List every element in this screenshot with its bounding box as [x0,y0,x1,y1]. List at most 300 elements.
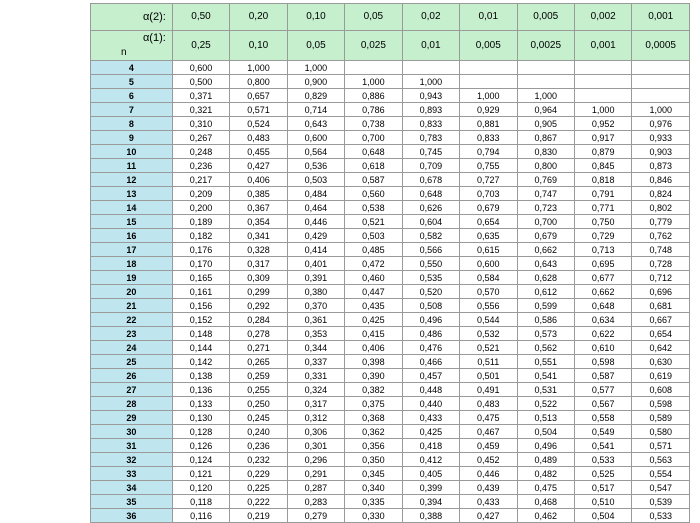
value-cell: 0,531 [517,383,574,397]
value-cell: 0,452 [460,453,517,467]
value-cell: 0,337 [287,355,344,369]
value-cell: 0,662 [574,285,631,299]
value-cell: 0,833 [402,117,459,131]
value-cell: 0,353 [287,327,344,341]
table-row [91,313,690,327]
alpha2-cell: 0,05 [345,4,402,31]
value-cell: 0,283 [287,495,344,509]
value-cell: 0,299 [230,285,287,299]
value-cell: 1,000 [574,103,631,117]
value-cell: 0,522 [517,397,574,411]
value-cell: 0,700 [345,131,402,145]
value-cell: 0,560 [345,187,402,201]
value-cell: 0,681 [632,299,690,313]
value-cell: 0,587 [345,173,402,187]
value-cell: 0,401 [287,257,344,271]
value-cell: 0,440 [402,397,459,411]
value-cell: 0,886 [345,89,402,103]
alpha1-cell: 0,025 [345,31,402,61]
n-label: n [121,47,127,58]
value-cell: 0,508 [402,299,459,313]
value-cell: 0,406 [230,173,287,187]
value-cell: 0,165 [172,271,229,285]
table-row [91,341,690,355]
n-cell: 27 [91,383,173,397]
value-cell: 0,427 [460,509,517,523]
table-row [91,355,690,369]
table-row [91,285,690,299]
value-cell: 0,547 [632,481,690,495]
value-cell: 0,317 [230,257,287,271]
value-cell: 1,000 [402,75,459,89]
value-cell: 0,643 [517,257,574,271]
value-cell: 0,900 [287,75,344,89]
value-cell: 0,677 [574,271,631,285]
value-cell: 0,610 [574,341,631,355]
value-cell: 0,723 [517,201,574,215]
value-cell: 0,570 [460,285,517,299]
value-cell: 0,429 [287,229,344,243]
value-cell: 0,544 [460,313,517,327]
value-cell: 0,771 [574,201,631,215]
value-cell: 0,356 [345,439,402,453]
value-cell: 0,604 [402,215,459,229]
value-cell: 0,599 [517,299,574,313]
n-cell: 19 [91,271,173,285]
value-cell: 0,124 [172,453,229,467]
n-cell: 28 [91,397,173,411]
value-cell: 0,467 [460,425,517,439]
value-cell: 0,748 [632,243,690,257]
value-cell: 0,818 [574,173,631,187]
alpha1-cell: 0,005 [460,31,517,61]
value-cell: 0,468 [517,495,574,509]
value-cell: 0,551 [517,355,574,369]
value-cell: 0,354 [230,215,287,229]
value-cell: 0,600 [287,131,344,145]
value-cell: 0,824 [632,187,690,201]
value-cell: 0,496 [517,439,574,453]
value-cell: 0,200 [172,201,229,215]
value-cell: 0,367 [230,201,287,215]
value-cell: 0,287 [287,481,344,495]
value-cell: 0,903 [632,145,690,159]
value-cell: 0,278 [230,327,287,341]
value-cell: 0,549 [574,425,631,439]
table-row [91,439,690,453]
value-cell [460,61,517,75]
critical-values-table [90,3,690,523]
value-cell: 0,489 [517,453,574,467]
n-cell: 21 [91,299,173,313]
n-cell: 25 [91,355,173,369]
alpha1-cell: 0,001 [574,31,631,61]
table-row [91,425,690,439]
value-cell: 0,762 [632,229,690,243]
value-cell: 0,598 [574,355,631,369]
value-cell: 0,558 [574,411,631,425]
value-cell: 0,802 [632,201,690,215]
value-cell: 0,362 [345,425,402,439]
value-cell: 0,118 [172,495,229,509]
value-cell: 0,700 [517,215,574,229]
table-row [91,299,690,313]
n-cell: 9 [91,131,173,145]
alpha2-cell: 0,01 [460,4,517,31]
n-cell: 33 [91,467,173,481]
table-row [91,131,690,145]
value-cell [574,61,631,75]
table-row [91,103,690,117]
value-cell: 0,240 [230,425,287,439]
value-cell: 0,491 [460,383,517,397]
alpha2-header-row [91,4,690,31]
value-cell: 1,000 [517,89,574,103]
n-cell: 35 [91,495,173,509]
table-row [91,201,690,215]
table-body [91,4,690,523]
value-cell: 0,728 [632,257,690,271]
value-cell: 0,324 [287,383,344,397]
value-cell: 0,554 [632,467,690,481]
table-row [91,89,690,103]
value-cell: 0,893 [402,103,459,117]
alpha1-label: α(1): [142,32,166,44]
value-cell: 0,391 [287,271,344,285]
value-cell: 0,618 [345,159,402,173]
value-cell: 0,679 [460,201,517,215]
value-cell: 0,535 [402,271,459,285]
value-cell: 0,368 [345,411,402,425]
value-cell [632,61,690,75]
table-row [91,383,690,397]
value-cell: 0,533 [632,509,690,523]
value-cell: 0,217 [172,173,229,187]
value-cell: 0,703 [460,187,517,201]
value-cell: 0,917 [574,131,631,145]
value-cell: 0,503 [345,229,402,243]
table-row [91,243,690,257]
n-cell: 29 [91,411,173,425]
value-cell: 0,133 [172,397,229,411]
value-cell: 0,521 [345,215,402,229]
value-cell: 0,312 [287,411,344,425]
value-cell: 0,250 [230,397,287,411]
value-cell: 0,587 [574,369,631,383]
value-cell: 0,427 [230,159,287,173]
value-cell: 0,457 [402,369,459,383]
value-cell: 0,475 [517,481,574,495]
value-cell: 0,345 [345,467,402,481]
table-row [91,397,690,411]
value-cell: 0,833 [460,131,517,145]
value-cell: 0,433 [402,411,459,425]
value-cell: 0,156 [172,299,229,313]
value-cell: 0,232 [230,453,287,467]
value-cell: 0,161 [172,285,229,299]
n-cell: 36 [91,509,173,523]
value-cell: 0,571 [632,439,690,453]
table-row [91,173,690,187]
value-cell: 0,330 [345,509,402,523]
value-cell: 0,541 [517,369,574,383]
value-cell: 0,642 [632,341,690,355]
value-cell: 0,144 [172,341,229,355]
value-cell [574,75,631,89]
value-cell: 0,712 [632,271,690,285]
value-cell: 0,667 [632,313,690,327]
value-cell: 0,121 [172,467,229,481]
value-cell: 0,643 [287,117,344,131]
value-cell: 0,475 [460,411,517,425]
value-cell: 0,510 [574,495,631,509]
value-cell: 0,729 [574,229,631,243]
value-cell: 0,279 [287,509,344,523]
table-row [91,453,690,467]
n-cell: 20 [91,285,173,299]
table-row [91,509,690,523]
n-cell: 32 [91,453,173,467]
value-cell: 0,873 [632,159,690,173]
value-cell [517,61,574,75]
value-cell [402,61,459,75]
value-cell: 0,634 [574,313,631,327]
value-cell: 0,846 [632,173,690,187]
value-cell: 0,567 [574,397,631,411]
n-cell: 24 [91,341,173,355]
value-cell: 0,116 [172,509,229,523]
value-cell: 0,459 [460,439,517,453]
value-cell: 0,783 [402,131,459,145]
value-cell: 0,521 [460,341,517,355]
value-cell: 0,291 [287,467,344,481]
value-cell: 0,829 [287,89,344,103]
table-row [91,369,690,383]
value-cell: 0,536 [287,159,344,173]
value-cell: 0,371 [172,89,229,103]
value-cell [574,89,631,103]
value-cell [460,75,517,89]
value-cell: 0,245 [230,411,287,425]
value-cell: 0,464 [287,201,344,215]
value-cell: 0,520 [402,285,459,299]
value-cell: 0,830 [517,145,574,159]
value-cell: 0,152 [172,313,229,327]
value-cell: 0,679 [517,229,574,243]
value-cell [517,75,574,89]
value-cell: 0,385 [230,187,287,201]
value-cell: 0,182 [172,229,229,243]
value-cell: 0,630 [632,355,690,369]
value-cell: 0,589 [632,411,690,425]
value-cell: 0,600 [460,257,517,271]
alpha1-cell: 0,25 [172,31,229,61]
value-cell: 0,696 [632,285,690,299]
value-cell: 0,317 [287,397,344,411]
value-cell: 0,439 [460,481,517,495]
value-cell: 0,148 [172,327,229,341]
value-cell: 0,976 [632,117,690,131]
value-cell: 0,580 [632,425,690,439]
value-cell: 0,500 [172,75,229,89]
table-row [91,145,690,159]
value-cell: 0,524 [230,117,287,131]
value-cell: 0,331 [287,369,344,383]
value-cell: 0,562 [517,341,574,355]
value-cell: 0,128 [172,425,229,439]
value-cell: 1,000 [632,103,690,117]
value-cell: 0,126 [172,439,229,453]
value-cell: 1,000 [287,61,344,75]
value-cell: 0,341 [230,229,287,243]
value-cell: 0,328 [230,243,287,257]
value-cell: 0,189 [172,215,229,229]
table-row [91,481,690,495]
value-cell: 0,619 [632,369,690,383]
value-cell: 0,881 [460,117,517,131]
corner-header-cell [91,31,173,61]
value-cell: 0,786 [345,103,402,117]
value-cell: 0,382 [345,383,402,397]
value-cell: 0,678 [402,173,459,187]
value-cell: 0,964 [517,103,574,117]
value-cell: 0,800 [517,159,574,173]
value-cell: 0,845 [574,159,631,173]
value-cell: 0,448 [402,383,459,397]
value-cell: 0,511 [460,355,517,369]
table-row [91,159,690,173]
value-cell: 0,414 [287,243,344,257]
alpha2-cell: 0,02 [402,4,459,31]
value-cell: 0,335 [345,495,402,509]
value-cell: 0,628 [517,271,574,285]
value-cell: 0,622 [574,327,631,341]
value-cell: 0,170 [172,257,229,271]
n-cell: 4 [91,61,173,75]
value-cell: 0,709 [402,159,459,173]
value-cell: 0,513 [517,411,574,425]
value-cell: 0,714 [287,103,344,117]
value-cell: 0,794 [460,145,517,159]
value-cell: 0,577 [574,383,631,397]
value-cell: 0,394 [402,495,459,509]
value-cell: 0,571 [230,103,287,117]
value-cell: 0,136 [172,383,229,397]
n-cell: 6 [91,89,173,103]
table-row [91,75,690,89]
value-cell: 0,612 [517,285,574,299]
value-cell: 0,476 [402,341,459,355]
value-cell: 0,745 [402,145,459,159]
value-cell: 0,350 [345,453,402,467]
value-cell: 0,380 [287,285,344,299]
n-cell: 12 [91,173,173,187]
value-cell: 0,344 [287,341,344,355]
alpha2-cell: 0,002 [574,4,631,31]
value-cell: 0,176 [172,243,229,257]
n-cell: 10 [91,145,173,159]
value-cell: 0,532 [460,327,517,341]
value-cell: 0,390 [345,369,402,383]
value-cell: 0,713 [574,243,631,257]
value-cell: 0,415 [345,327,402,341]
n-cell: 8 [91,117,173,131]
value-cell: 0,525 [574,467,631,481]
value-cell: 0,412 [402,453,459,467]
value-cell: 0,460 [345,271,402,285]
value-cell [345,61,402,75]
value-cell: 0,301 [287,439,344,453]
value-cell: 0,236 [230,439,287,453]
value-cell: 0,566 [402,243,459,257]
n-cell: 26 [91,369,173,383]
value-cell: 0,933 [632,131,690,145]
value-cell: 0,309 [230,271,287,285]
value-cell: 0,406 [345,341,402,355]
table-row [91,117,690,131]
n-cell: 14 [91,201,173,215]
table-row [91,187,690,201]
alpha2-label: α(2): [91,4,173,31]
value-cell: 0,483 [230,131,287,145]
n-cell: 15 [91,215,173,229]
value-cell: 0,615 [460,243,517,257]
value-cell: 0,648 [402,187,459,201]
value-cell: 0,556 [460,299,517,313]
value-cell: 0,879 [574,145,631,159]
value-cell: 0,267 [172,131,229,145]
value-cell: 0,952 [574,117,631,131]
value-cell: 0,486 [402,327,459,341]
value-cell: 0,310 [172,117,229,131]
table-row [91,61,690,75]
value-cell: 0,769 [517,173,574,187]
value-cell: 0,271 [230,341,287,355]
table-row [91,467,690,481]
value-cell: 0,425 [402,425,459,439]
n-cell: 34 [91,481,173,495]
table-row [91,215,690,229]
value-cell: 0,472 [345,257,402,271]
value-cell: 0,648 [574,299,631,313]
value-cell: 0,573 [517,327,574,341]
value-cell: 0,370 [287,299,344,313]
value-cell: 0,626 [402,201,459,215]
value-cell: 0,635 [460,229,517,243]
value-cell: 0,447 [345,285,402,299]
value-cell: 1,000 [460,89,517,103]
value-cell: 0,248 [172,145,229,159]
value-cell: 0,541 [574,439,631,453]
value-cell [632,89,690,103]
value-cell: 0,539 [632,495,690,509]
value-cell: 0,483 [460,397,517,411]
value-cell: 0,608 [632,383,690,397]
value-cell: 0,584 [460,271,517,285]
value-cell: 0,130 [172,411,229,425]
value-cell: 0,582 [402,229,459,243]
value-cell: 0,259 [230,369,287,383]
value-cell: 0,779 [632,215,690,229]
value-cell: 0,929 [460,103,517,117]
n-cell: 13 [91,187,173,201]
alpha2-cell: 0,005 [517,4,574,31]
alpha1-cell: 0,01 [402,31,459,61]
n-cell: 16 [91,229,173,243]
value-cell: 1,000 [345,75,402,89]
value-cell: 0,425 [345,313,402,327]
value-cell: 1,000 [230,61,287,75]
